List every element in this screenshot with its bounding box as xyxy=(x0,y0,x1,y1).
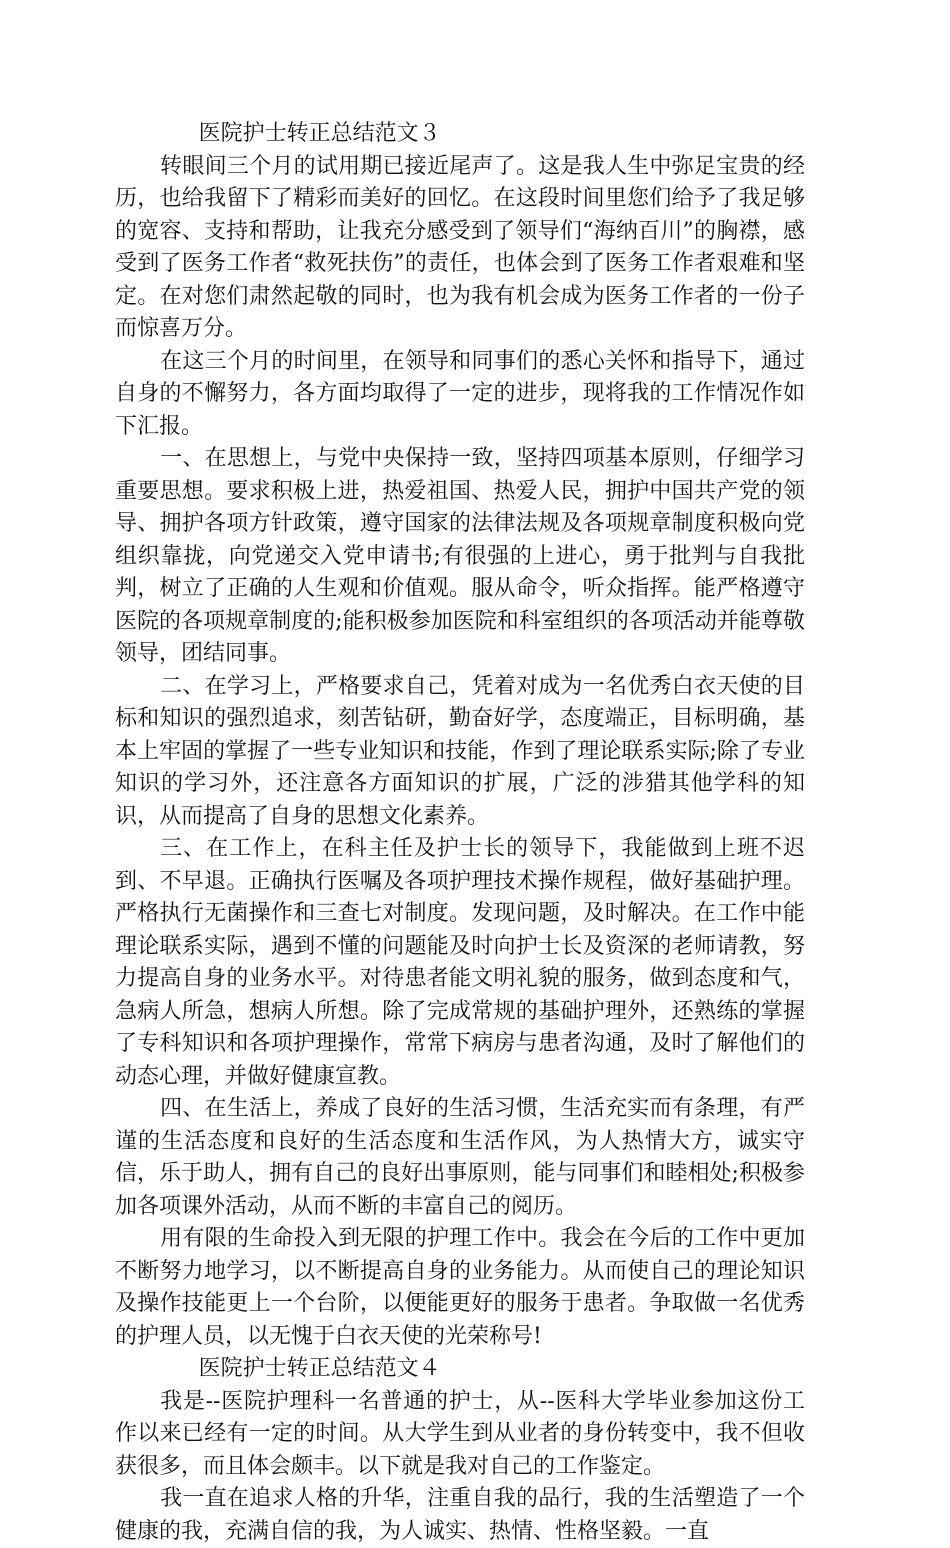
paragraph-life: 四、在生活上，养成了良好的生活习惯，生活充实而有条理，有严谨的生活态度和良好的生活态度和生活作风，为人热情大方，诚实守信，乐于助人，拥有自己的良好出事原则，能与同事们和睦相处;积极参加各项课外活动，从而不断的丰富自己的阅历。 xyxy=(115,1096,805,1219)
section-heading-4: 医院护士转正总结范文４ xyxy=(198,1356,441,1381)
paragraph-conclusion: 用有限的生命投入到无限的护理工作中。我会在今后的工作中更加不断努力地学习，以不断提高自身的业务能力。从而使自己的理论知识及操作技能更上一个台阶，以便能更好的服务于患者。争取做一名优秀的护理人员，以无愧于白衣天使的光荣称号! xyxy=(115,1226,805,1349)
document-page xyxy=(115,118,805,1548)
paragraph-report-overview: 在这三个月的时间里，在领导和同事们的悉心关怀和指导下，通过自身的不懈努力，各方面均取得了一定的进步，现将我的工作情况作如下汇报。 xyxy=(115,348,805,439)
paragraph-self-intro: 我是--医院护理科一名普通的护士，从--医科大学毕业参加这份工作以来已经有一定的时间。从大学生到从业者的身份转变中，我不但收获很多，而且体会颇丰。以下就是我对自己的工作鉴定。 xyxy=(115,1388,805,1479)
paragraph-ideology: 一、在思想上，与党中央保持一致，坚持四项基本原则，仔细学习重要思想。要求积极上进，热爱祖国、热爱人民，拥护中国共产党的领导、拥护各项方针政策，遵守国家的法律法规及各项规章制度积极向党组织靠拢，向党递交入党申请书;有很强的上进心，勇于批判与自我批判，树立了正确的人生观和价值观。服从命令，听众指挥。能严格遵守医院的各项规章制度的;能积极参加医院和科室组织的各项活动并能尊敬领导，团结同事。 xyxy=(115,446,805,666)
section-heading-3: 医院护士转正总结范文３ xyxy=(198,121,441,146)
paragraph-character: 我一直在追求人格的升华，注重自我的品行，我的生活塑造了一个健康的我，充满自信的我，为人诚实、热情、性格坚毅。一直 xyxy=(115,1486,805,1544)
paragraph-work: 三、在工作上，在科主任及护士长的领导下，我能做到上班不迟到、不早退。正确执行医嘱及各项护理技术操作规程，做好基础护理。严格执行无菌操作和三查七对制度。发现问题，及时解决。在工作中能理论联系实际，遇到不懂的问题能及时向护士长及资深的老师请教，努力提高自身的业务水平。对待患者能文明礼貌的服务，做到态度和气，急病人所急，想病人所想。除了完成常规的基础护理外，还熟练的掌握了专科知识和各项护理操作，常常下病房与患者沟通，及时了解他们的动态心理，并做好健康宣教。 xyxy=(115,836,805,1089)
paragraph-intro: 转眼间三个月的试用期已接近尾声了。这是我人生中弥足宝贵的经历，也给我留下了精彩而美好的回忆。在这段时间里您们给予了我足够的宽容、支持和帮助，让我充分感受到了领导们“海纳百川”的胸襟，感受到了医务工作者“救死扶伤”的责任，也体会到了医务工作者艰难和坚定。在对您们肃然起敬的同时，也为我有机会成为医务工作者的一份子而惊喜万分。 xyxy=(115,153,805,341)
paragraph-study: 二、在学习上，严格要求自己，凭着对成为一名优秀白衣天使的目标和知识的强烈追求，刻苦钻研，勤奋好学，态度端正，目标明确，基本上牢固的掌握了一些专业知识和技能，作到了理论联系实际;除了专业知识的学习外，还注意各方面知识的扩展，广泛的涉猎其他学科的知识，从而提高了自身的思想文化素养。 xyxy=(115,673,805,829)
